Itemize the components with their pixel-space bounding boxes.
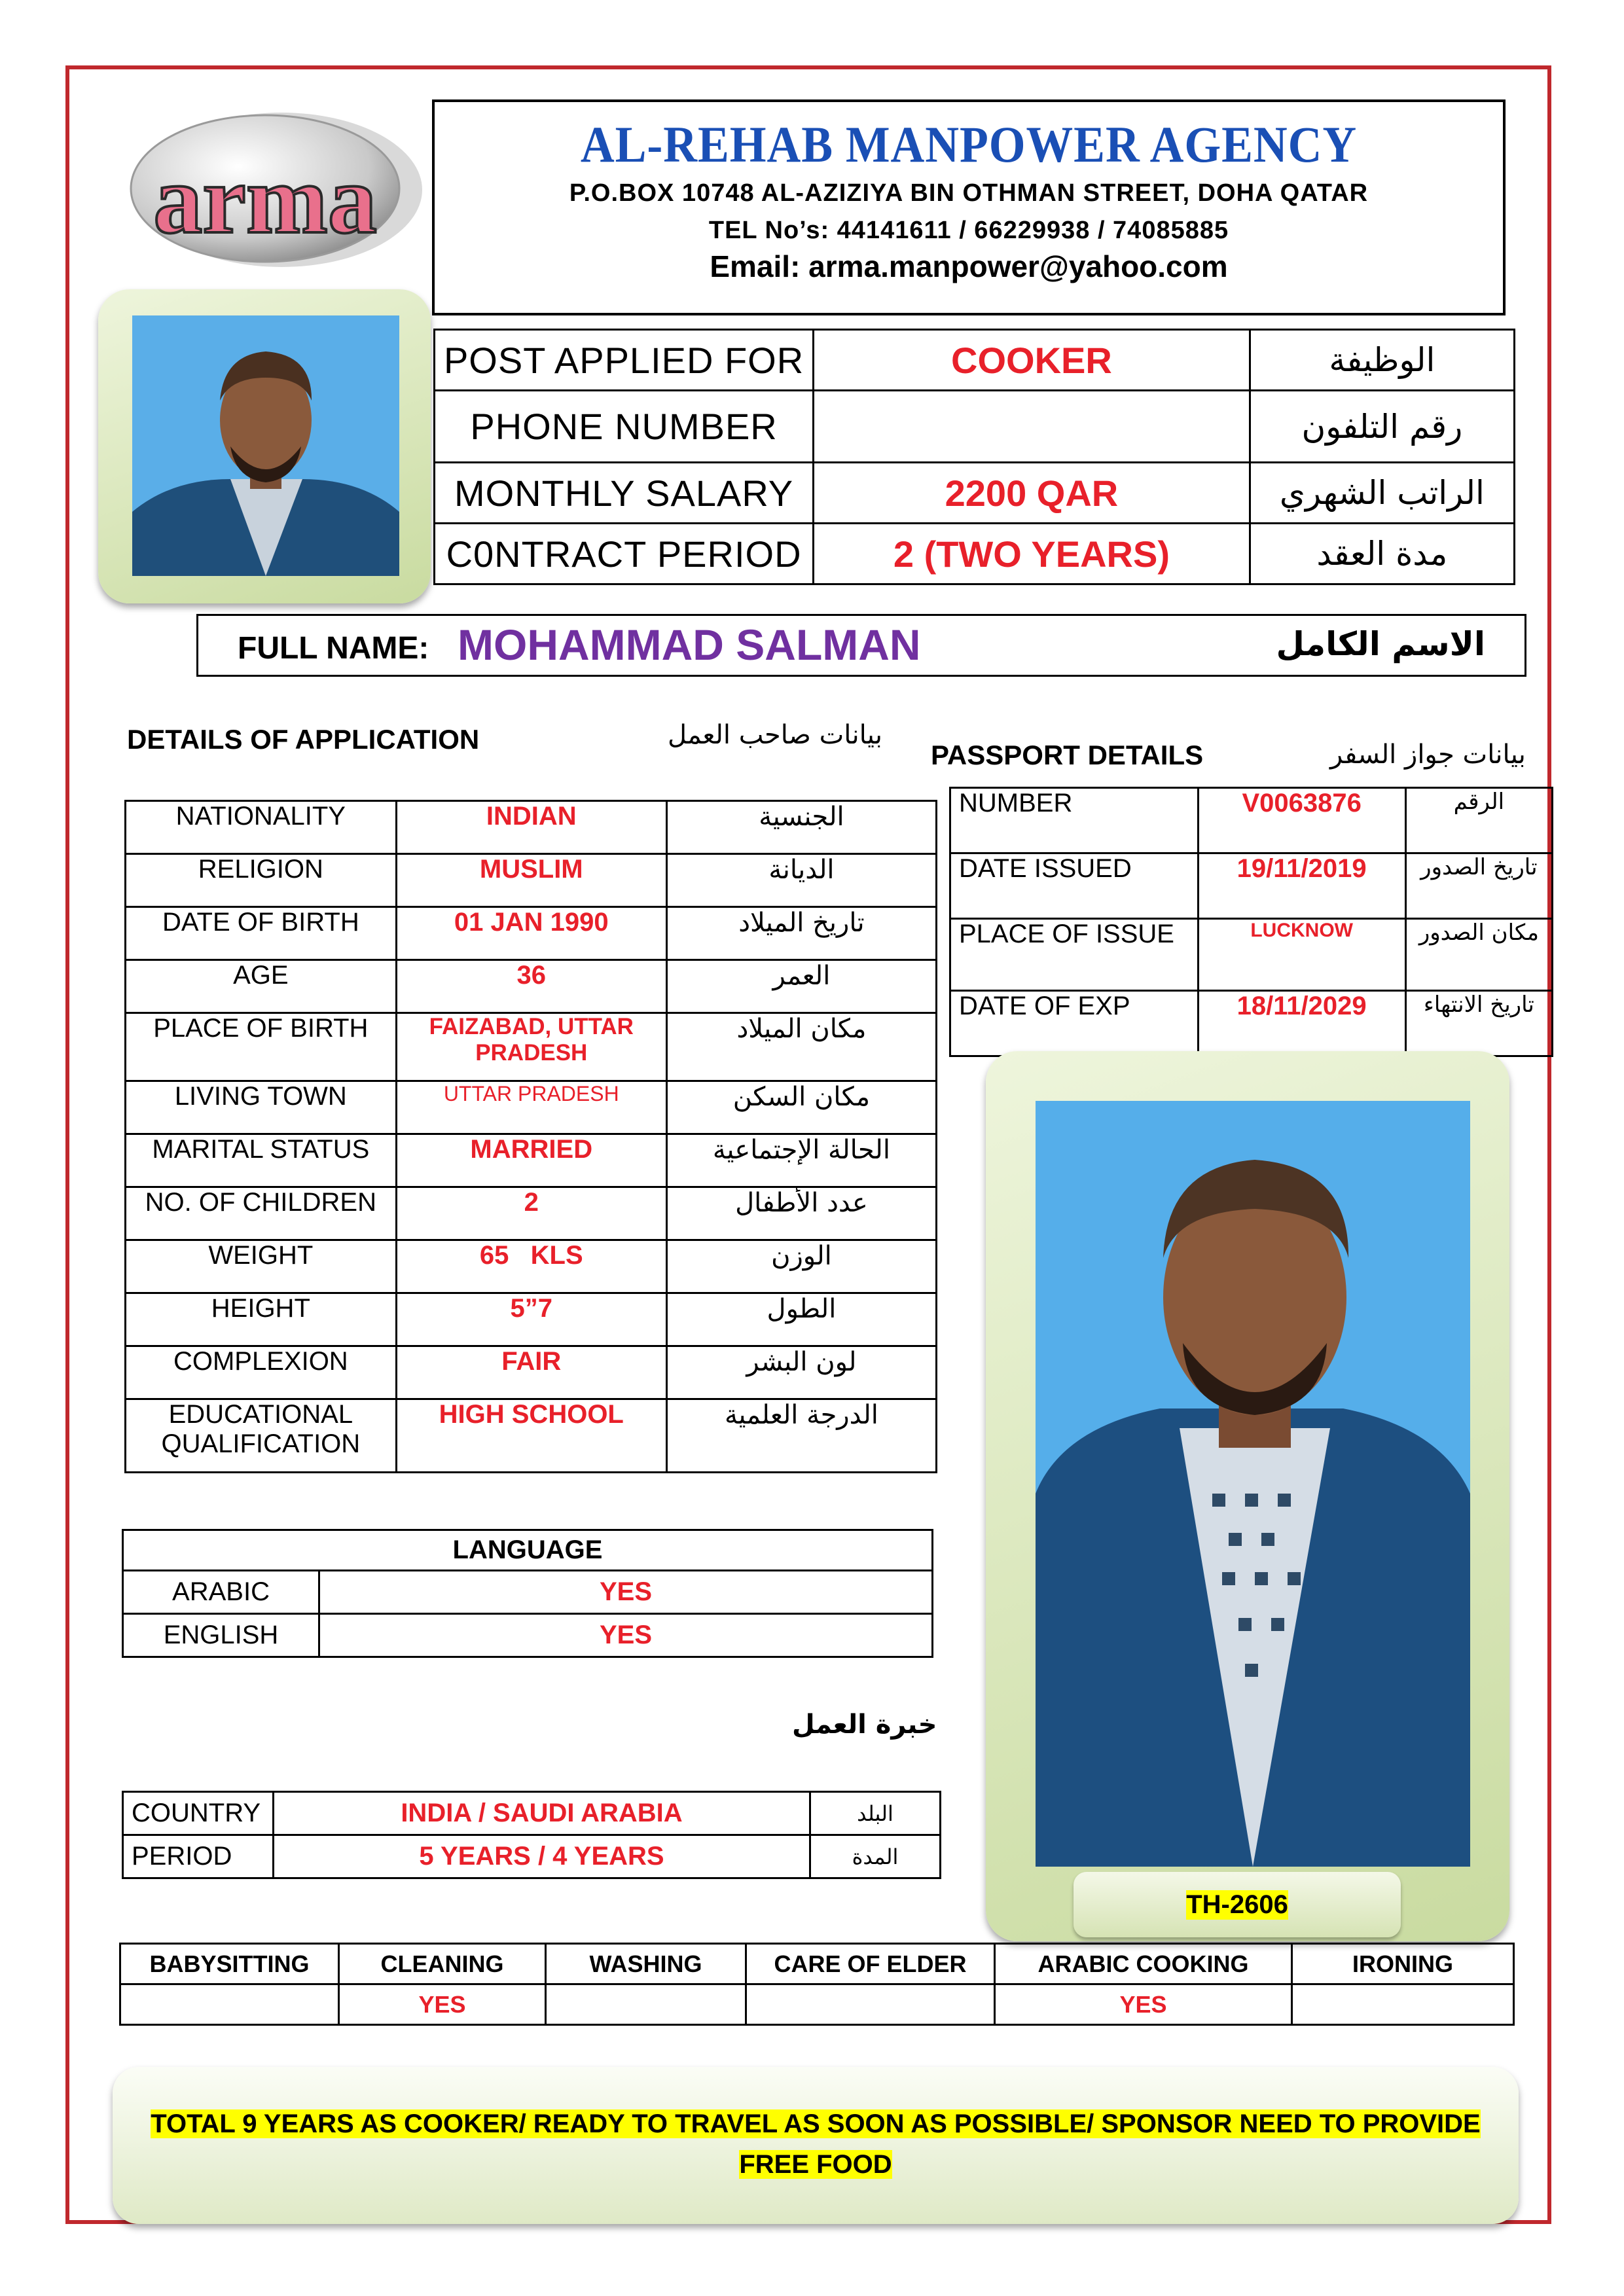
table-row: [950, 853, 1553, 919]
table-row: [126, 1134, 937, 1187]
salary-label: MONTHLY SALARY: [435, 463, 814, 524]
period-label-ar: المدة: [810, 1835, 941, 1878]
applicant-photo-small: [132, 315, 399, 576]
application-title-ar: بيانات صاحب العمل: [668, 720, 882, 750]
agency-address: P.O.BOX 10748 AL-AZIZIYA BIN OTHMAN STREET, DOHA QATAR: [569, 179, 1369, 207]
photo-frame-small: [98, 289, 431, 603]
contract-label: C0NTRACT PERIOD: [435, 524, 814, 584]
date-exp-value: 18/11/2029: [1198, 991, 1405, 1056]
complexion-label: COMPLEXION: [126, 1346, 397, 1399]
agency-logo: [118, 105, 425, 275]
arabic-value: YES: [319, 1571, 933, 1614]
table-row: [950, 788, 1553, 853]
table-row: [123, 1530, 933, 1571]
application-title: DETAILS OF APPLICATION: [127, 724, 480, 755]
table-row: [950, 991, 1553, 1056]
agency-name: AL-REHAB MANPOWER AGENCY: [580, 116, 1358, 173]
reference-number: TH-2606: [1186, 1890, 1288, 1919]
english-label: ENGLISH: [123, 1614, 319, 1657]
age-label-ar: العمر: [666, 960, 936, 1013]
passport-number-label: NUMBER: [950, 788, 1199, 853]
dob-label-ar: تاريخ الميلاد: [666, 907, 936, 960]
skill-value: [746, 1984, 995, 2025]
salary-label-ar: الراتب الشهري: [1250, 463, 1514, 524]
country-label-ar: البلد: [810, 1792, 941, 1835]
photo-frame-large: [986, 1051, 1509, 1941]
table-row: [126, 854, 937, 907]
skill-header: IRONING: [1292, 1944, 1514, 1984]
table-row: [123, 1792, 941, 1835]
agency-tel: TEL No’s: 44141611 / 66229938 / 74085885: [708, 217, 1229, 244]
experience-table: [122, 1791, 941, 1879]
table-row: [435, 391, 1515, 463]
height-value: 5”7: [396, 1293, 666, 1346]
table-row: [120, 1984, 1514, 2025]
post-label-ar: الوظيفة: [1250, 330, 1514, 391]
table-row: [126, 960, 937, 1013]
reference-tag: [1074, 1872, 1401, 1937]
skill-header: CARE OF ELDER: [746, 1944, 995, 1984]
living-town-label: LIVING TOWN: [126, 1081, 397, 1134]
skill-value: YES: [995, 1984, 1292, 2025]
contract-value: 2 (TWO YEARS): [814, 524, 1250, 584]
full-name-box: [196, 614, 1526, 677]
table-row: [126, 1240, 937, 1293]
summary-note: [113, 2067, 1519, 2224]
dob-label: DATE OF BIRTH: [126, 907, 397, 960]
table-row: [123, 1571, 933, 1614]
table-row: [126, 801, 937, 854]
table-row: [126, 1293, 937, 1346]
passport-table: [949, 787, 1553, 1057]
education-label: EDUCATIONAL QUALIFICATION: [126, 1399, 397, 1473]
complexion-label-ar: لون البشر: [666, 1346, 936, 1399]
experience-title-ar: خبرة العمل: [792, 1710, 937, 1740]
table-row: [120, 1944, 1514, 1984]
agency-header: [432, 99, 1506, 315]
weight-label-ar: الوزن: [666, 1240, 936, 1293]
passport-number-label-ar: الرقم: [1405, 788, 1552, 853]
table-row: [435, 463, 1515, 524]
table-row: [435, 330, 1515, 391]
weight-value: 65 KLS: [396, 1240, 666, 1293]
height-label: HEIGHT: [126, 1293, 397, 1346]
height-label-ar: الطول: [666, 1293, 936, 1346]
education-value: HIGH SCHOOL: [396, 1399, 666, 1473]
phone-label-ar: رقم التلفون: [1250, 391, 1514, 463]
salary-value: 2200 QAR: [814, 463, 1250, 524]
agency-email: Email: arma.manpower@yahoo.com: [710, 249, 1228, 283]
children-value: 2: [396, 1187, 666, 1240]
religion-label: RELIGION: [126, 854, 397, 907]
skill-value: [1292, 1984, 1514, 2025]
passport-title: PASSPORT DETAILS: [931, 740, 1204, 770]
country-value: INDIA / SAUDI ARABIA: [274, 1792, 810, 1835]
period-value: 5 YEARS / 4 YEARS: [274, 1835, 810, 1878]
table-row: [123, 1835, 941, 1878]
table-row: [126, 907, 937, 960]
phone-value: [814, 391, 1250, 463]
logo-text: arma: [153, 145, 377, 254]
complexion-value: FAIR: [396, 1346, 666, 1399]
post-label: POST APPLIED FOR: [435, 330, 814, 391]
skill-value: YES: [339, 1984, 546, 2025]
table-row: [126, 1081, 937, 1134]
pob-value: FAIZABAD, UTTAR PRADESH: [396, 1013, 666, 1081]
nationality-value: INDIAN: [396, 801, 666, 854]
table-row: [126, 1187, 937, 1240]
skill-header: BABYSITTING: [120, 1944, 339, 1984]
country-label: COUNTRY: [123, 1792, 274, 1835]
pob-label-ar: مكان الميلاد: [666, 1013, 936, 1081]
english-value: YES: [319, 1614, 933, 1657]
place-issue-label: PLACE OF ISSUE: [950, 919, 1199, 991]
skills-table: [119, 1943, 1515, 2026]
table-row: [435, 524, 1515, 584]
religion-label-ar: الديانة: [666, 854, 936, 907]
job-info-table: [433, 329, 1515, 585]
date-exp-label-ar: تاريخ الانتهاء: [1405, 991, 1552, 1056]
applicant-photo-large: [1036, 1101, 1470, 1867]
arabic-label: ARABIC: [123, 1571, 319, 1614]
skill-value: [120, 1984, 339, 2025]
living-town-label-ar: مكان السكن: [666, 1081, 936, 1134]
religion-value: MUSLIM: [396, 854, 666, 907]
skill-value: [546, 1984, 746, 2025]
contract-label-ar: مدة العقد: [1250, 524, 1514, 584]
skill-header: ARABIC COOKING: [995, 1944, 1292, 1984]
table-row: [123, 1614, 933, 1657]
place-issue-value: LUCKNOW: [1198, 919, 1405, 991]
children-label-ar: عدد الأطفال: [666, 1187, 936, 1240]
dob-value: 01 JAN 1990: [396, 907, 666, 960]
marital-label: MARITAL STATUS: [126, 1134, 397, 1187]
date-issued-label-ar: تاريخ الصدور: [1405, 853, 1552, 919]
post-value: COOKER: [814, 330, 1250, 391]
nationality-label-ar: الجنسية: [666, 801, 936, 854]
table-row: [126, 1346, 937, 1399]
age-label: AGE: [126, 960, 397, 1013]
language-title: LANGUAGE: [123, 1530, 933, 1571]
period-label: PERIOD: [123, 1835, 274, 1878]
full-name-value: MOHAMMAD SALMAN: [458, 620, 921, 669]
date-exp-label: DATE OF EXP: [950, 991, 1199, 1056]
phone-label: PHONE NUMBER: [435, 391, 814, 463]
nationality-label: NATIONALITY: [126, 801, 397, 854]
passport-title-ar: بيانات جواز السفر: [1330, 740, 1526, 770]
education-label-ar: الدرجة العلمية: [666, 1399, 936, 1473]
date-issued-label: DATE ISSUED: [950, 853, 1199, 919]
place-issue-label-ar: مكان الصدور: [1405, 919, 1552, 991]
skill-header: CLEANING: [339, 1944, 546, 1984]
passport-number-value: V0063876: [1198, 788, 1405, 853]
full-name-label-ar: الاسم الكامل: [1276, 625, 1485, 663]
skill-header: WASHING: [546, 1944, 746, 1984]
full-name-label: FULL NAME:: [238, 631, 429, 666]
living-town-value: UTTAR PRADESH: [396, 1081, 666, 1134]
table-row: [126, 1399, 937, 1473]
children-label: NO. OF CHILDREN: [126, 1187, 397, 1240]
pob-label: PLACE OF BIRTH: [126, 1013, 397, 1081]
date-issued-value: 19/11/2019: [1198, 853, 1405, 919]
weight-label: WEIGHT: [126, 1240, 397, 1293]
marital-value: MARRIED: [396, 1134, 666, 1187]
summary-note-text: TOTAL 9 YEARS AS COOKER/ READY TO TRAVEL AS SOON AS POSSIBLE/ SPONSOR NEED TO PROVIDE FREE FOOD: [151, 2109, 1481, 2179]
application-table: [124, 800, 937, 1473]
language-table: [122, 1529, 933, 1658]
marital-label-ar: الحالة الإجتماعية: [666, 1134, 936, 1187]
table-row: [950, 919, 1553, 991]
table-row: [126, 1013, 937, 1081]
age-value: 36: [396, 960, 666, 1013]
